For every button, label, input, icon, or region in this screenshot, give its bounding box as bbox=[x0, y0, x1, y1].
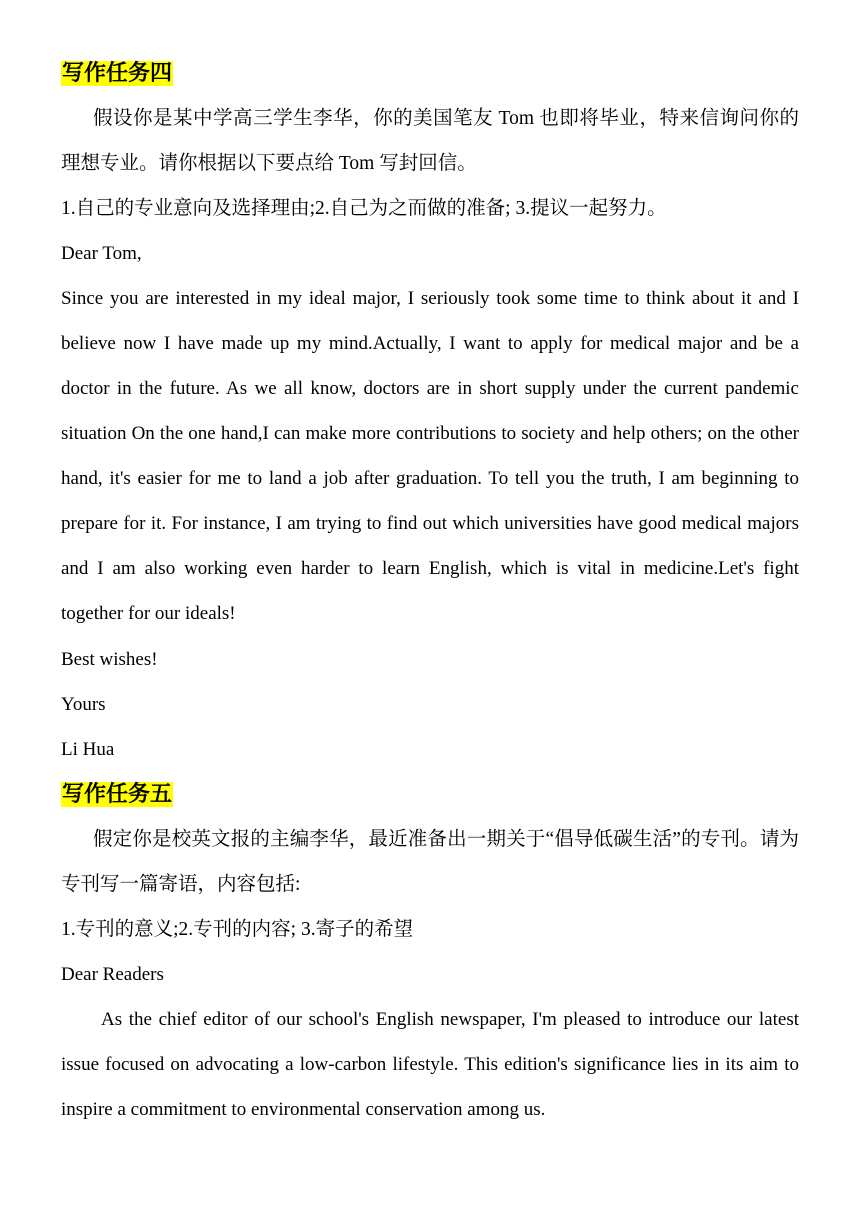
task4-prompt: 假设你是某中学高三学生李华，你的美国笔友 Tom 也即将毕业，特来信询问你的理想专业。请你根据以下要点给 Tom 写封回信。 bbox=[61, 108, 799, 174]
task5-heading bbox=[61, 777, 799, 813]
task5-points: 1.专刊的意义;2.专刊的内容; 3.寄子的希望 bbox=[61, 919, 414, 940]
task4-heading-text: 写作任务四 bbox=[62, 61, 173, 86]
task5-letter-body: As the chief editor of our school's English newspaper, I'm pleased to introduce our latest issue focused on advocating a low-carbon lifestyle. This edition's significance lies in its aim to inspire a commitment to environmental conservation among us. bbox=[61, 1009, 799, 1120]
task4-heading bbox=[61, 56, 799, 92]
task4-closing: Best wishes! bbox=[61, 649, 158, 670]
task5-salutation: Dear Readers bbox=[61, 964, 164, 985]
task4-yours: Yours bbox=[61, 694, 106, 715]
task4-salutation: Dear Tom, bbox=[61, 243, 142, 264]
task4-signature: Li Hua bbox=[61, 739, 115, 760]
task4-points: 1.自己的专业意向及选择理由;2.自己为之而做的准备; 3.提议一起努力。 bbox=[61, 198, 667, 219]
task5-prompt: 假定你是校英文报的主编李华，最近准备出一期关于“倡导低碳生活”的专刊。请为专刊写一篇寄语，内容包括: bbox=[61, 829, 799, 895]
task5-heading-text: 写作任务五 bbox=[62, 782, 173, 807]
task4-letter-body: Since you are interested in my ideal major, I seriously took some time to think about it and I believe now I have made up my mind.Actually, I want to apply for medical major and be a doctor in the future. As we all know, doctors are in short supply under the current pandemic situation On the one hand,I can make more contributions to society and help others; on the other hand, it's easier for me to land a job after graduation. To tell you the truth, I am beginning to prepare for it. For instance, I am trying to find out which universities have good medical majors and I am also working even harder to learn English, which is vital in medicine.Let's fight together for our ideals! bbox=[61, 288, 799, 624]
